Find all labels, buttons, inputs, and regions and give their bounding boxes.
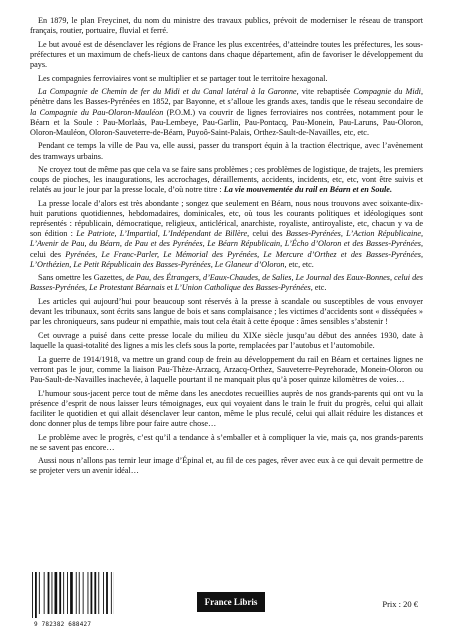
price: Prix : 20 € [382, 599, 418, 609]
text-run: Compagnie du Midi [353, 87, 421, 97]
paragraph [30, 297, 423, 327]
barcode-bar [32, 572, 33, 618]
text-run: , celui des [30, 239, 423, 259]
barcode-bar [48, 572, 50, 614]
barcode-bar [70, 572, 73, 614]
paragraph [30, 355, 423, 385]
barcode-bar [55, 572, 58, 614]
text-run: La presse locale d’alors est très abondante ; songez que seulement en Béarn, nous nous trouvons avec soixante-dix-huit parutions quotidiennes, hebdomadaires, dominicales, etc, où tous les courants politiques et idéologiques sont représentés : républicain, démocratique, religieux, anticlérical, anarchiste, royaliste, antiroyaliste, etc, chacun y va de son édition : [30, 199, 423, 239]
barcode-bar [88, 572, 89, 614]
text-run: Les articles qui aujourd’hui pour beaucoup sont réservés à la presse à scandale ou susceptibles de vous envoyer devant les tribunaux, sont écrits sans langue de bois et sans complaisance ; les victimes d’accidents sont « disséquées » par les chroniqueurs, sans pudeur ni empathie, mais tout cela était à cette époque : âmes sensibles s’abstenir ! [30, 297, 423, 327]
text-run: la Compagnie du Pau-Oloron-Mauléon [30, 107, 164, 117]
text-run: Pendant ce temps la ville de Pau va, elle aussi, passer du transport équin à la traction électrique, avec l’avènement des tramways urbains. [30, 141, 423, 161]
text-run: Le but avoué est de désenclaver les régions de France les plus excentrées, d’atteindre toutes les préfectures, les sous-préfectures et un maximum de chefs-lieux de cantons dans chaque département, afin de favoriser le développement du pays. [30, 39, 423, 69]
text-run: Pyrénées, Le Franc-Parler, Le Mémorial des Pyrénées, Le Mercure d’Orthez et des Basses-Pyrénées, L’Orthézien, Le Petit Républicain des Basses-Pyrénées, Le Glaneur d’Oloron [30, 249, 423, 269]
paragraph [30, 40, 423, 70]
text-run: Basses-Pyrénées, L’Action Républicaine, L’Avenir de Pau, du Béarn, de Pau et des Pyrénées, Le Béarn Républicain, L’Écho d’Oloron et des Basses-Pyrénées [30, 229, 423, 249]
text-run: L’humour sous-jacent perce tout de même dans les anecdotes recueillies auprès de nos grands-parents qui ont vu la présence d’esprit de nous laisser leurs témoignages, eux qui voyaient dans le train le fruit du progrès, celui qui allait faciliter le quotidien et qui allait désenclaver leur canton, même le plus reculé, celui qui allait réduire les distances et donc donner plus de temps libre pour faire autre chose… [30, 388, 423, 428]
barcode-bar [111, 572, 112, 614]
text-run: , etc, etc. [284, 259, 314, 269]
paragraph [30, 389, 423, 429]
barcode [30, 572, 114, 628]
barcode-bar [35, 572, 37, 618]
paragraph [30, 199, 423, 270]
paragraph [30, 87, 423, 137]
text-run: de Pau, des Étrangers, d’Eaux-Chaudes, de Salies, Le Journal des Eaux-Bonnes, celui des Basses-Pyrénées, Le Protestant Béarnais [30, 273, 423, 293]
text-run: Le problème avec le progrès, c’est qu’il a tendance à s’emballer et à compliquer la vie, mais ça, nos grands-parents ne se savent pas encore… [30, 432, 423, 452]
barcode-bar [79, 572, 80, 614]
barcode-bar [67, 572, 68, 614]
barcode-bars [30, 572, 114, 620]
text-run: , vite rebaptisée [296, 87, 354, 97]
text-run: (P.O.M.) va couvrir de lignes ferroviaires nos contrées, notamment pour le Béarn et la Soule : Pau-Morlaàs, Pau-Lembeye, Pau-Garlin, Pau-Pontacq, Pau-Monein, Pau-Laruns, Pau-Oloron, Oloron-Mauléon, Oloron-Sauveterre-de-Béarn, Puyoô-Saint-Palais, Orthez-Sault-de-Navailles, etc, etc. [30, 107, 423, 137]
publisher-logo: France Libris [197, 592, 265, 612]
barcode-bar [39, 572, 40, 614]
text-run: , etc. [310, 283, 327, 293]
barcode-bar [59, 572, 61, 614]
text-run: , pénètre dans les Basses-Pyrénées en 1852, par Bayonne, et s’alloue les grands axes, tandis que le réseau secondaire de [30, 87, 424, 107]
barcode-bar [83, 572, 84, 614]
barcode-bar [91, 572, 93, 614]
paragraph [30, 16, 423, 36]
text-run: Cet ouvrage a puisé dans cette presse locale du milieu du XIXe siècle jusqu’au début des années 1930, date à laquelle la quasi-totalité des lignes a mis les clefs sous la porte, remplacées par l’autobus et l’automobile. [30, 330, 423, 351]
cover-footer [30, 572, 422, 634]
text-run: L’Union Catholique des Basses-Pyrénées [174, 283, 311, 293]
paragraph [30, 273, 423, 293]
text-run: Ne croyez tout de même pas que cela va se faire sans problèmes ; ces problèmes de logistique, de trajets, les premiers coups de pioches, les inaugurations, les accrochages, déraillements, accidents, incidents, etc, etc, vont être suivis et relatés au jour le jour par la presse locale, d’où notre titre : [30, 165, 423, 195]
text-run: Le Patriote, L’Impartial, L’Indépendant de Billère [76, 229, 248, 239]
text-run: Les compagnies ferroviaires vont se multiplier et se partager tout le territoire hexagonal. [38, 73, 328, 83]
barcode-bar [63, 572, 64, 614]
barcode-bar [106, 572, 108, 614]
paragraph [30, 74, 423, 84]
barcode-bar [94, 572, 96, 614]
text-run: Sans omettre les Gazettes, [38, 273, 127, 283]
paragraph [30, 331, 423, 351]
text-run: En 1879, le plan Freycinet, du nom du ministre des travaux publics, prévoit de moderniser le réseau de transport français, routier, portuaire, fluvial et ferré. [30, 16, 423, 36]
barcode-bar [52, 572, 53, 614]
text-run: , celui des [247, 229, 286, 239]
text-run: et [164, 283, 175, 293]
barcode-bar [44, 572, 45, 614]
barcode-bar [76, 572, 77, 614]
isbn-number: 9 782382 688427 [34, 621, 92, 628]
paragraph [30, 165, 423, 195]
paragraph [30, 141, 423, 161]
text-run: Aussi nous n’allons pas ternir leur image d’Épinal et, au fil de ces pages, rêver avec eux à ce qui devait permettre de se projeter vers un avenir idéal… [30, 456, 423, 476]
barcode-bar [103, 572, 104, 614]
barcode-bar [98, 572, 99, 614]
text-run: La Compagnie de Chemin de fer du Midi et du Canal latéral à la Garonne [38, 87, 297, 97]
paragraph [30, 456, 423, 476]
paragraph [30, 433, 423, 453]
text-run: La vie mouvementée du rail en Béarn et en Soule. [223, 185, 392, 195]
text-run: La guerre de 1914/1918, va mettre un grand coup de frein au développement du rail en Béarn et certaines lignes ne verront pas le jour, comme la liaison Pau-Thèze-Arzacq, Arzacq-Orthez, Sauveterre-Peyrehorade, Monein-Oloron ou Pau-Sault-de-Navailles inachevée, à laquelle pourtant il ne manquait plus qu’à poser quinze kilomètres de voies… [30, 354, 423, 384]
back-cover-text [30, 16, 423, 480]
